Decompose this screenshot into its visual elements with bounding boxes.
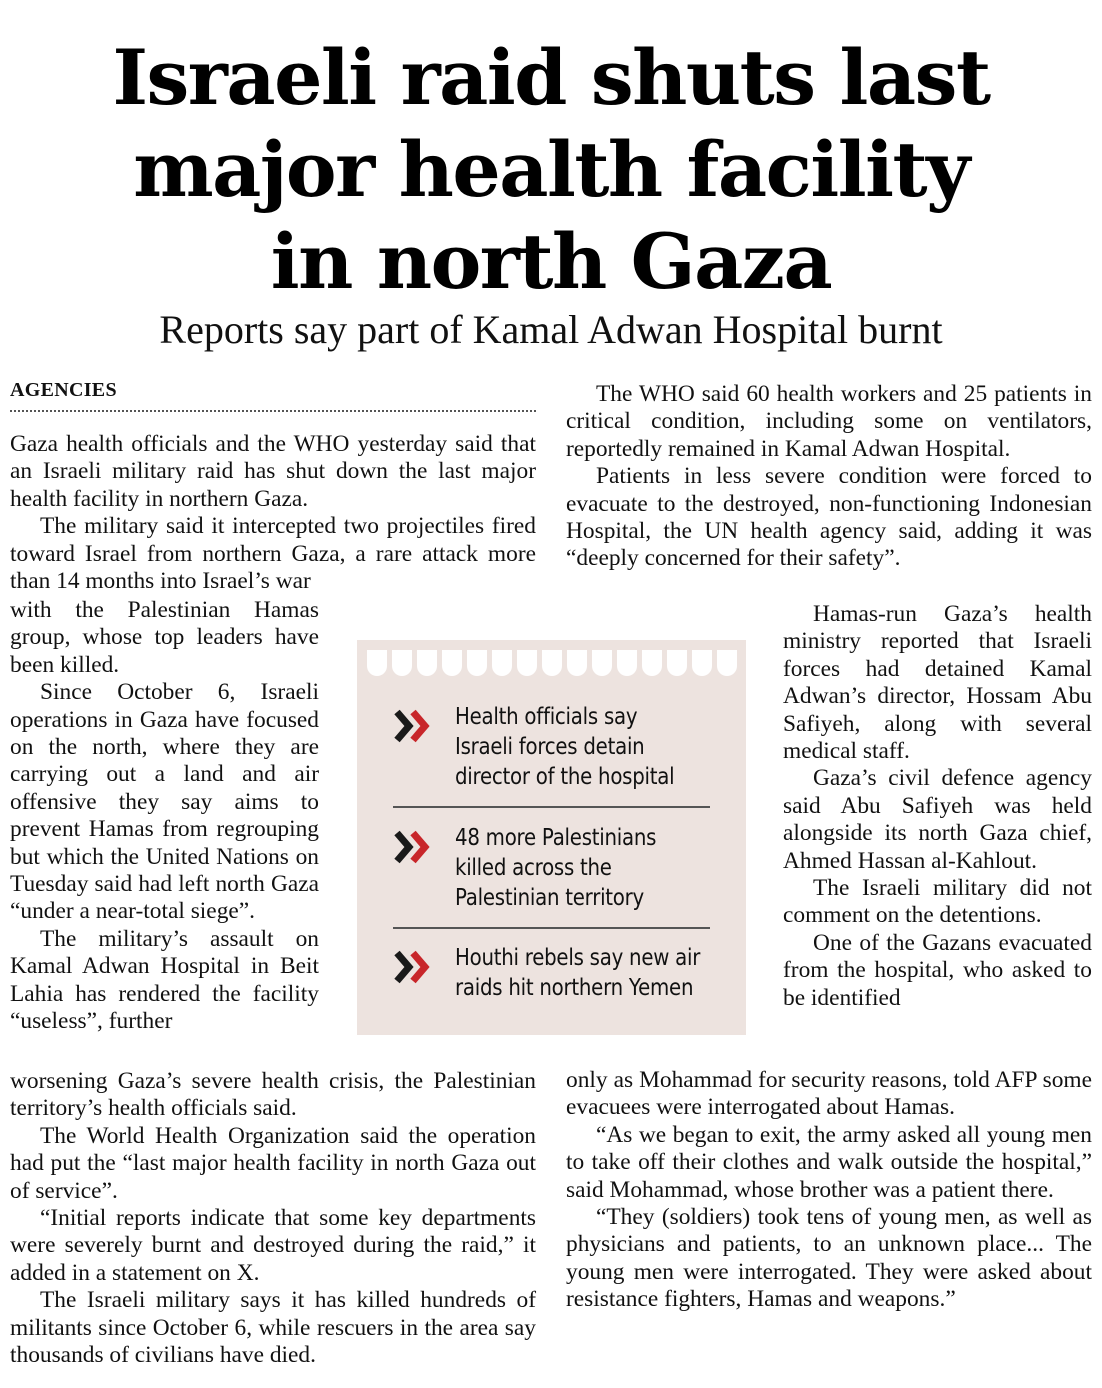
headline <box>0 32 1102 308</box>
double-chevron-right-icon <box>393 706 433 746</box>
paragraph: Hamas-run Gaza’s health ministry reported that Israeli forces had detained Kamal Adwan’s director, Hossam Abu Safiyeh, along with several medical staff. <box>783 601 1092 765</box>
col1-top <box>10 431 536 595</box>
callout-item-text: Health officials say Israeli forces detain director of the hospital <box>455 704 675 790</box>
paragraph: The military’s assault on Kamal Adwan Hospital in Beit Lahia has rendered the facility “useless”, further <box>10 925 319 1035</box>
col1-bottom <box>10 1068 536 1369</box>
paragraph: The Israeli military says it has killed hundreds of militants since October 6, while rescuers in the area say thousands of civilians have died. <box>10 1287 536 1369</box>
callout-item-text: 48 more Palestinians killed across the Palestinian territory <box>455 825 657 911</box>
paragraph: worsening Gaza’s severe health crisis, the Palestinian territory’s health officials said. <box>10 1068 536 1122</box>
paragraph: The military said it intercepted two projectiles fired toward Israel from northern Gaza, a rare attack more than 14 months into Israel’s war <box>10 513 536 595</box>
col1-narrow <box>10 597 319 1036</box>
col2-top <box>566 381 1092 573</box>
callout-divider <box>393 927 710 929</box>
subheadline: Reports say part of Kamal Adwan Hospital burnt <box>159 307 943 352</box>
paragraph: The WHO said 60 health workers and 25 patients in critical condition, including some on ventilators, reportedly remained in Kamal Adwan Hospital. <box>566 381 1092 462</box>
paragraph: The World Health Organization said the operation had put the “last major health facility in north Gaza out of service”. <box>10 1122 536 1204</box>
paragraph: Patients in less severe condition were forced to evacuate to the destroyed, non-functioning Indonesian Hospital, the UN health agency said, adding it was “deeply concerned for their safety”. <box>566 463 1092 572</box>
paragraph: Since October 6, Israeli operations in Gaza have focused on the north, where they are carrying out a land and air offensive they say aims to prevent Hamas from regrouping but which the United Nations on Tuesday said had left north Gaza “under a near-total siege”. <box>10 679 319 925</box>
double-chevron-right-icon <box>393 827 433 867</box>
headline-line-3: in north Gaza <box>270 217 832 306</box>
callout-divider <box>393 806 710 808</box>
paragraph: The Israeli military did not comment on the detentions. <box>783 875 1092 929</box>
paragraph: “As we began to exit, the army asked all young men to take off their clothes and walk outside the hospital,” said Mohammad, whose brother was a patient there. <box>566 1121 1092 1203</box>
paragraph: Gaza health officials and the WHO yesterday said that an Israeli military raid has shut down the last major health facility in northern Gaza. <box>10 431 536 512</box>
col2-bottom <box>566 1067 1092 1314</box>
paragraph: One of the Gazans evacuated from the hospital, who asked to be identified <box>783 929 1092 1011</box>
paragraph: with the Palestinian Hamas group, whose top leaders have been killed. <box>10 597 319 678</box>
headline-line-1: Israeli raid shuts last <box>112 33 990 122</box>
col2-narrow <box>783 601 1092 1012</box>
paragraph: “Initial reports indicate that some key departments were severely burnt and destroyed during the raid,” it added in a statement on X. <box>10 1205 536 1286</box>
paragraph: only as Mohammad for security reasons, told AFP some evacuees were interrogated about Hamas. <box>566 1067 1092 1121</box>
callout-box <box>357 640 746 1035</box>
paragraph: “They (soldiers) took tens of young men, as well as physicians and patients, to an unknown place... The young men were interrogated. They were asked about resistance fighters, Hamas and weapons.” <box>566 1204 1092 1313</box>
byline: AGENCIES <box>10 378 536 412</box>
scalloped-edge <box>367 650 737 678</box>
callout-item-text: Houthi rebels say new air raids hit northern Yemen <box>455 945 701 1001</box>
headline-line-2: major health facility <box>133 125 969 214</box>
paragraph: Gaza’s civil defence agency said Abu Safiyeh was held alongside its north Gaza chief, Ahmed Hassan al-Kahlout. <box>783 765 1092 874</box>
double-chevron-right-icon <box>393 947 433 987</box>
